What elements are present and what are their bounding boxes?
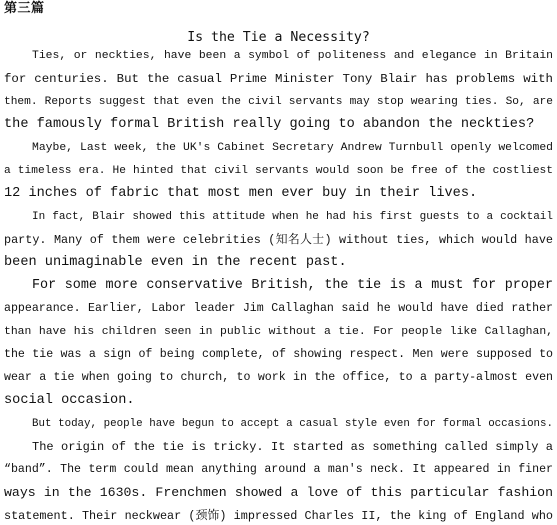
paragraph-6-line-1: The origin of the tie is tricky. It started as something called simply a (32, 440, 553, 454)
paragraph-4-line-1: For some more conservative British, the tie is a must for proper (32, 278, 553, 293)
paragraph-4-line-3: than have his children seen in public without a tie. For people like Callaghan, (4, 326, 553, 338)
article-title: Is the Tie a Necessity? (187, 30, 370, 45)
paragraph-1-line-1: Ties, or neckties, have been a symbol of politeness and elegance in Britain (32, 50, 553, 62)
paragraph-1-line-3: them. Reports suggest that even the civil servants may stop wearing ties. So, are (4, 96, 553, 108)
paragraph-1-line-4: the famously formal British really going to abandon the neckties? (4, 117, 535, 132)
paragraph-3-line-2: party. Many of them were celebrities (知名人士) without ties, which would have (4, 233, 553, 247)
paragraph-6-line-2: “band”. The term could mean anything around a man's neck. It appeared in finer (4, 463, 553, 476)
paragraph-1-line-2: for centuries. But the casual Prime Minister Tony Blair has problems with (4, 72, 553, 86)
paragraph-6-line-3: ways in the 1630s. Frenchmen showed a love of this particular fashion (4, 485, 553, 500)
paragraph-2-line-3: 12 inches of fabric that most men ever buy in their lives. (4, 186, 478, 201)
paragraph-4-line-6: social occasion. (4, 393, 135, 408)
paragraph-6-line-4: statement. Their neckwear (颈饰) impressed Charles II, the king of England who (4, 509, 553, 523)
paragraph-4-line-4: the tie was a sign of being complete, of showing respect. Men were supposed to (4, 348, 553, 361)
section-label: 第三篇 (4, 1, 45, 16)
paragraph-2-line-1: Maybe, Last week, the UK's Cabinet Secretary Andrew Turnbull openly welcomed (32, 142, 553, 154)
paragraph-5-line-1: But today, people have begun to accept a casual style even for formal occasions. (32, 418, 553, 430)
paragraph-3-line-3: been unimaginable even in the recent past. (4, 255, 347, 270)
paragraph-4-line-2: appearance. Earlier, Labor leader Jim Callaghan said he would have died rather (4, 302, 553, 315)
paragraph-4-line-5: wear a tie when going to church, to work in the office, to a party-almost even (4, 371, 553, 384)
paragraph-3-line-1: In fact, Blair showed this attitude when he had his first guests to a cocktail (32, 211, 553, 223)
paragraph-2-line-2: a timeless era. He hinted that civil servants would soon be free of the costliest (4, 165, 553, 177)
